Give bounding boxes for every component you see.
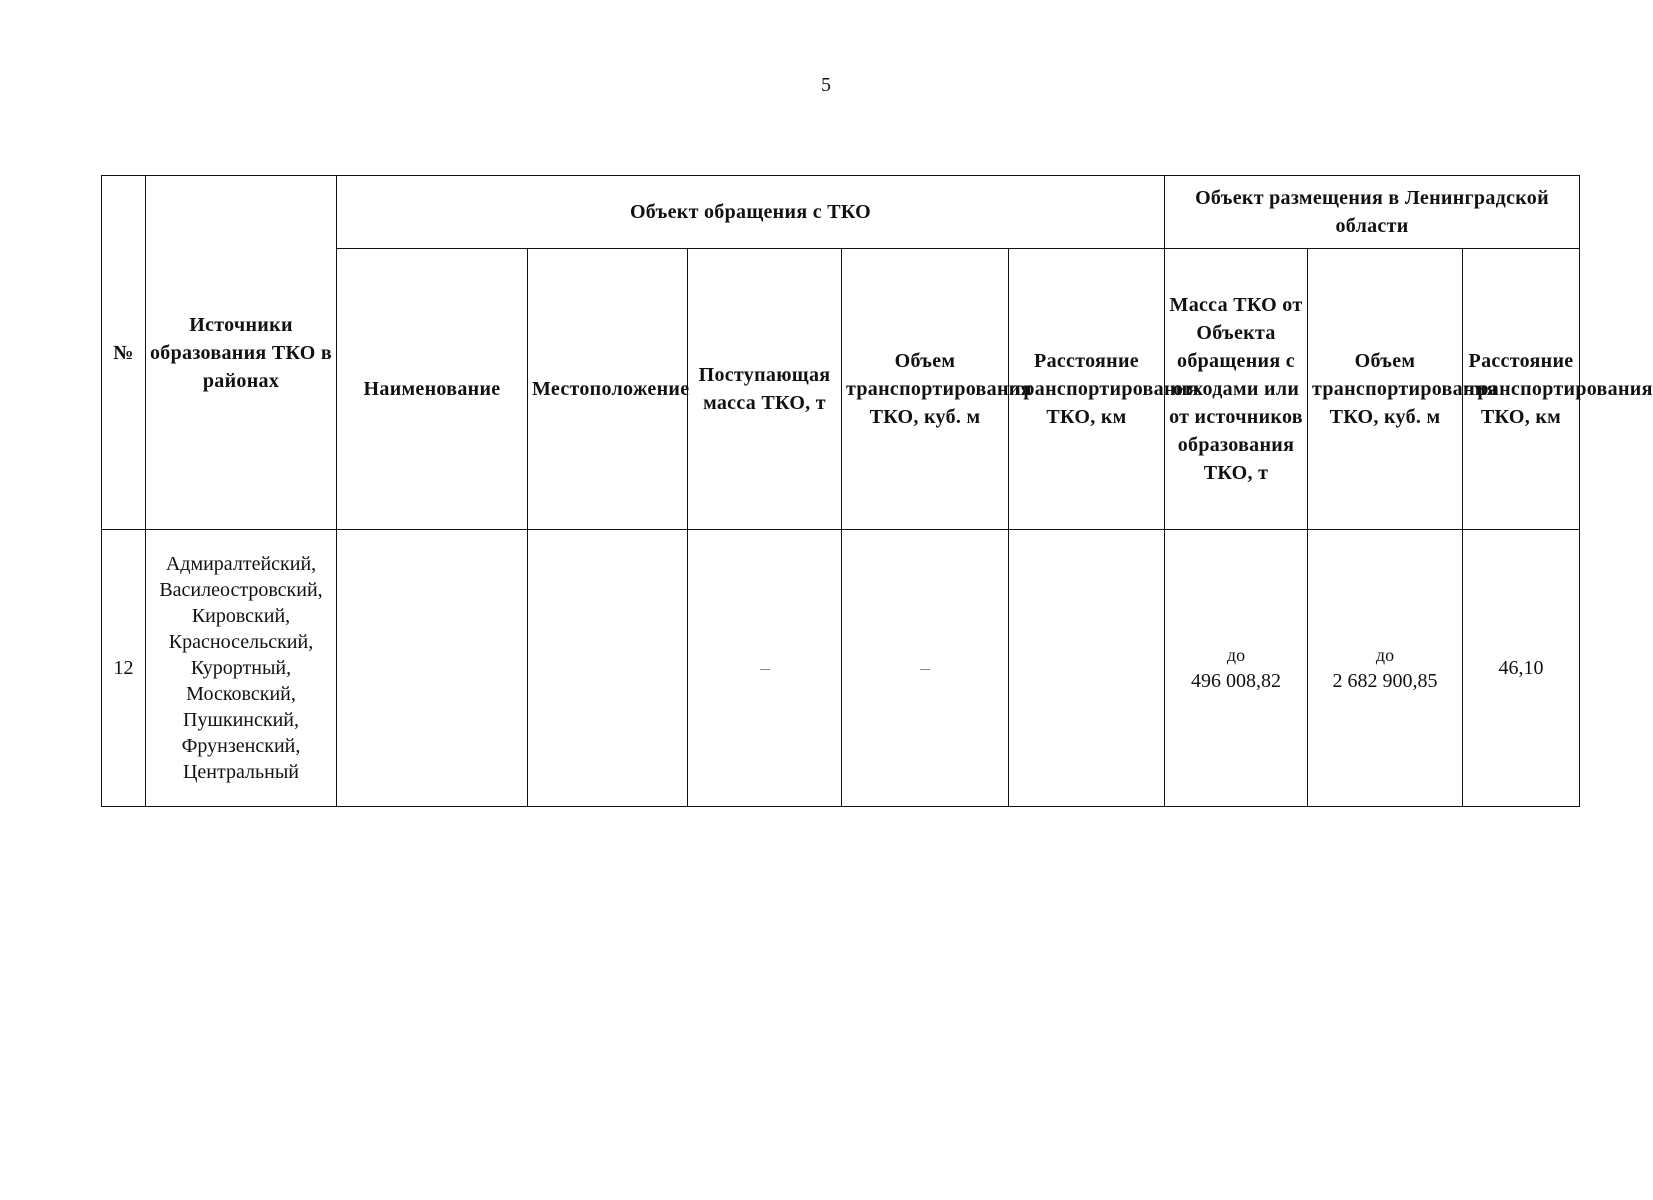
dash-mark: [920, 669, 930, 670]
header-location: Местоположение: [528, 249, 688, 530]
cell-placement-volume: [1308, 530, 1463, 807]
district-name: Красносельский,: [168, 631, 314, 653]
header-row-group: [102, 176, 1580, 249]
cell-transport-distance: [1009, 530, 1165, 807]
district-name: Пушкинский,: [183, 709, 299, 731]
header-group-placement: Объект размещения в Ленинградской области: [1165, 176, 1580, 249]
header-group-processing: Объект обращения с ТКО: [337, 176, 1165, 249]
header-incoming-mass: Поступающая масса ТКО, т: [688, 249, 842, 530]
header-sources: Источники образования ТКО в районах: [146, 176, 337, 530]
header-transport-volume: Объем транспортирования ТКО, куб. м: [842, 249, 1009, 530]
district-name: Московский,: [186, 683, 296, 705]
data-table: [101, 175, 1653, 807]
cell-placement-distance: 46,10: [1463, 530, 1580, 807]
header-placement-volume: Объем транспортирования ТКО, куб. м: [1308, 249, 1463, 530]
cell-name: [337, 530, 528, 807]
value-number: 496 008,82: [1191, 670, 1281, 692]
table-row: [102, 530, 1580, 807]
value-prefix: до: [1375, 645, 1395, 665]
cell-incoming-mass: [688, 530, 842, 807]
page-number: 5: [821, 74, 831, 96]
district-name: Кировский,: [191, 605, 291, 627]
district-name: Адмиралтейский,: [165, 553, 317, 575]
header-transport-distance: Расстояние транспортирования ТКО, км: [1009, 249, 1165, 530]
value-number: 2 682 900,85: [1332, 670, 1438, 692]
header-placement-mass: Масса ТКО от Объекта обращения с отходами или от источников образования ТКО, т: [1165, 249, 1308, 530]
cell-placement-mass: [1165, 530, 1308, 807]
district-name: Центральный: [182, 761, 299, 783]
dash-mark: [760, 669, 770, 670]
header-name: Наименование: [337, 249, 528, 530]
value-prefix: до: [1226, 645, 1246, 665]
cell-transport-volume: [842, 530, 1009, 807]
cell-districts: [146, 530, 337, 807]
cell-num: 12: [102, 530, 146, 807]
district-name: Курортный,: [190, 657, 292, 679]
header-placement-distance: Расстояние транспортирования ТКО, км: [1463, 249, 1580, 530]
district-name: Фрунзенский,: [181, 735, 301, 757]
header-num: №: [102, 176, 146, 530]
cell-location: [528, 530, 688, 807]
district-name: Василеостровский,: [159, 579, 323, 601]
